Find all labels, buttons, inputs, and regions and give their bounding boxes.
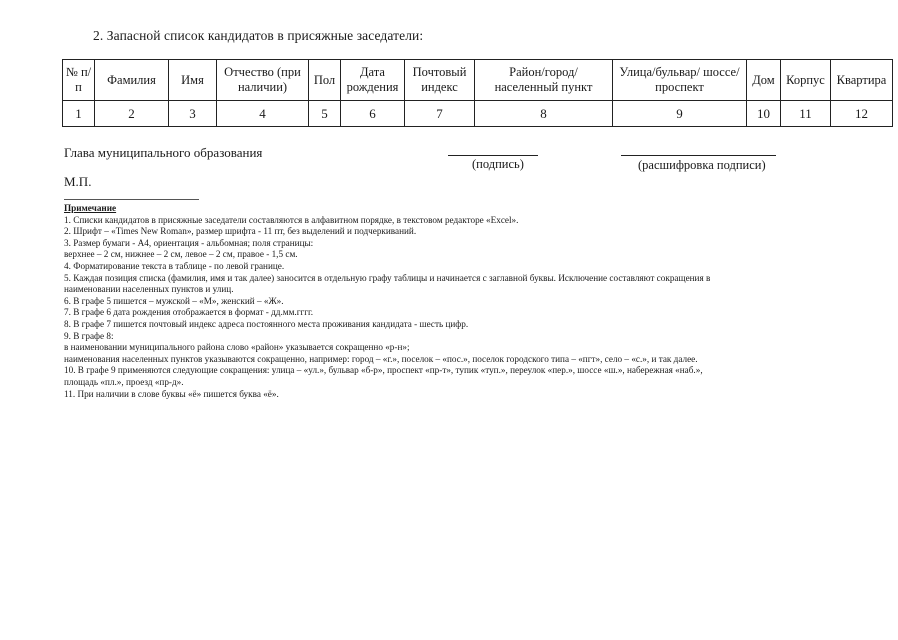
table-row <box>63 101 893 127</box>
note-line: 2. Шрифт – «Times New Roman», размер шрифта - 11 пт, без выделений и подчеркиваний. <box>64 226 417 237</box>
notes-separator <box>64 199 199 200</box>
header-apartment: Квартира <box>831 60 893 101</box>
signature-line <box>448 155 538 156</box>
note-line: верхнее – 2 см, нижнее – 2 см, левое – 2 см, правое - 1,5 см. <box>64 249 298 260</box>
header-locality: Район/город/ населенный пункт <box>475 60 613 101</box>
notes-title: Примечание <box>64 203 117 213</box>
signature-caption: (подпись) <box>472 157 524 171</box>
list-heading: 2. Запасной список кандидатов в присяжные заседатели: <box>93 28 424 43</box>
column-number-cell: 10 <box>747 101 781 127</box>
note-line: в наименовании муниципального района слово «район» указывается сокращенно «р-н»; <box>64 342 410 353</box>
column-number-cell: 12 <box>831 101 893 127</box>
column-number-cell: 8 <box>475 101 613 127</box>
header-name: Имя <box>169 60 217 101</box>
column-number-cell: 6 <box>341 101 405 127</box>
note-line: наименовании населенных пунктов и улиц. <box>64 284 234 295</box>
table-header-row <box>63 60 893 101</box>
note-line: 11. При наличии в слове буквы «ё» пишется буква «ё». <box>64 388 279 399</box>
header-street: Улица/бульвар/ шоссе/проспект <box>613 60 747 101</box>
column-number-cell: 2 <box>95 101 169 127</box>
header-sex: Пол <box>309 60 341 101</box>
note-line: 9. В графе 8: <box>64 330 114 341</box>
note-line: 10. В графе 9 применяются следующие сокращения: улица – «ул.», бульвар «б-р», проспект «пр-т», тупик «туп.», переулок «пер.», шоссе «ш.», набережная «наб.», <box>64 365 703 376</box>
stamp-place-label: М.П. <box>64 174 92 189</box>
note-line: площадь «пл.», проезд «пр-д». <box>64 376 184 387</box>
signature-decode-caption: (расшифровка подписи) <box>638 158 766 172</box>
signature-decode-line <box>621 155 776 156</box>
note-line: 1. Списки кандидатов в присяжные заседатели составляются в алфавитном порядке, в текстовом редакторе «Excel». <box>64 214 519 225</box>
column-number-cell: 1 <box>63 101 95 127</box>
column-number-cell: 9 <box>613 101 747 127</box>
header-birth-date: Дата рождения <box>341 60 405 101</box>
note-line: 3. Размер бумаги - А4, ориентация - альбомная; поля страницы: <box>64 237 314 248</box>
note-line: 7. В графе 6 дата рождения отображается в формат - дд.мм.гггг. <box>64 307 314 318</box>
column-number-cell: 3 <box>169 101 217 127</box>
note-line: 4. Форматирование текста в таблице - по левой границе. <box>64 260 285 271</box>
note-line: 8. В графе 7 пишется почтовый индекс адреса постоянного места проживания кандидата - шесть цифр. <box>64 318 469 329</box>
candidates-table <box>62 59 893 127</box>
column-number-cell: 11 <box>781 101 831 127</box>
header-house: Дом <box>747 60 781 101</box>
header-surname: Фамилия <box>95 60 169 101</box>
column-number-cell: 7 <box>405 101 475 127</box>
notes-section <box>64 203 854 400</box>
note-line: 5. Каждая позиция списка (фамилия, имя и так далее) заносится в отдельную графу таблицы и начинается с заглавной буквы. Исключение составляют сокращения в <box>64 272 711 283</box>
note-line: наименования населенных пунктов указываются сокращенно, например: город – «г.», поселок – «пос.», поселок городского типа – «пгт», село – «с.», и так далее. <box>64 353 698 364</box>
header-patronymic: Отчество (при наличии) <box>217 60 309 101</box>
note-line: 6. В графе 5 пишется – мужской – «М», женский – «Ж». <box>64 295 284 306</box>
column-number-cell: 4 <box>217 101 309 127</box>
column-number-cell: 5 <box>309 101 341 127</box>
header-postal-code: Почтовый индекс <box>405 60 475 101</box>
header-number: № п/п <box>63 60 95 101</box>
signer-title: Глава муниципального образования <box>64 145 263 160</box>
header-building: Корпус <box>781 60 831 101</box>
